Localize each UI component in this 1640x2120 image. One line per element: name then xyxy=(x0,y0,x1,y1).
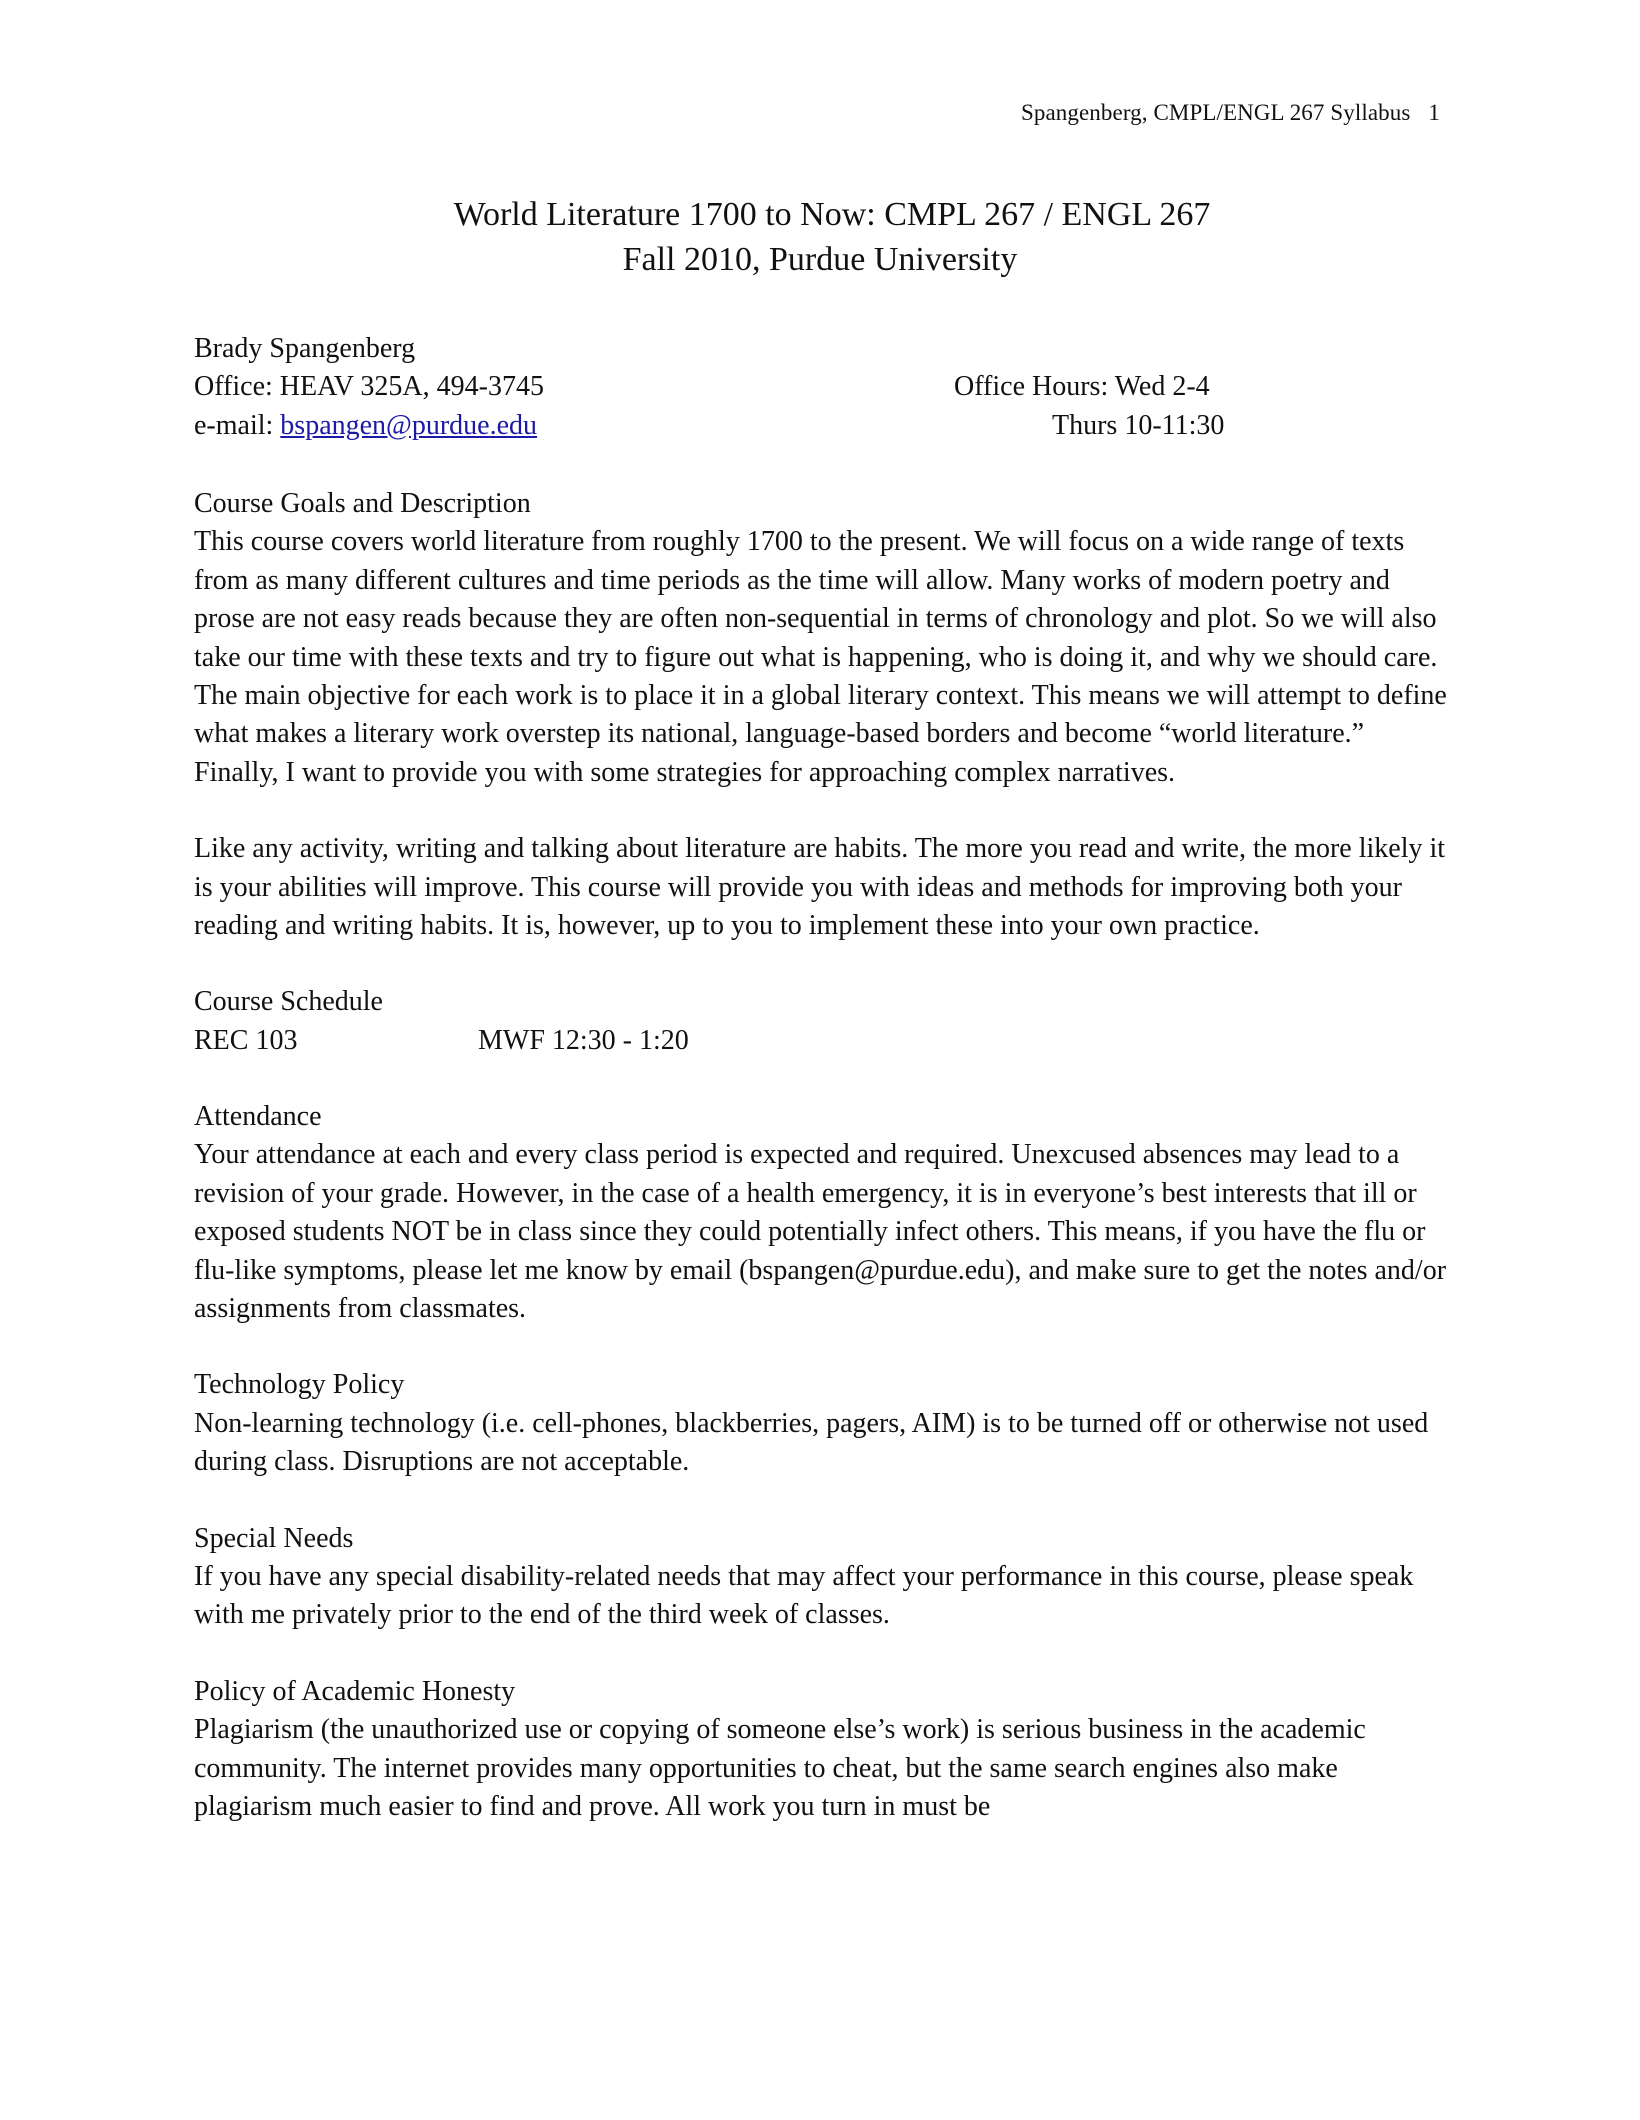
section-paragraph: This course covers world literature from roughly 1700 to the present. We will focus on a wide range of texts from as many different cultures and time periods as the time will allow. Many works of modern poetry and prose are not easy reads because they are often non-sequential in terms of chronology and plot. So we will also take our time with these texts and try to figure out what is happening, who is doing it, and why we should care. The main objective for each work is to place it in a global literary context. This means we will attempt to define what makes a literary work overstep its national, language-based borders and become “world literature.” Finally, I want to provide you with some strategies for approaching complex narratives. xyxy=(194,526,1447,788)
instructor-contact xyxy=(194,330,1454,447)
schedule-row xyxy=(194,1022,1454,1060)
instructor-name: Brady Spangenberg xyxy=(194,333,416,364)
section-paragraph: Plagiarism (the unauthorized use or copying of someone else’s work) is serious business in the academic community. The internet provides many opportunities to cheat, but the same search engines also make plagiarism much easier to find and prove. All work you turn in must be xyxy=(194,1714,1366,1822)
section-course-schedule xyxy=(194,983,1454,1059)
section-paragraph: Like any activity, writing and talking about literature are habits. The more you read and write, the more likely it is your abilities will improve. This course will provide you with ideas and methods for improving both your reading and writing habits. It is, however, up to you to implement these into your own practice. xyxy=(194,833,1446,942)
email-label: e-mail: xyxy=(194,410,281,441)
section-technology-policy xyxy=(194,1366,1454,1481)
schedule-time: MWF 12:30 - 1:20 xyxy=(478,1024,689,1056)
email-link[interactable]: bspangen@purdue.edu xyxy=(280,410,538,441)
section-heading: Technology Policy xyxy=(194,1369,405,1401)
running-head xyxy=(1021,100,1440,126)
section-heading: Attendance xyxy=(194,1100,322,1132)
schedule-room: REC 103 xyxy=(194,1024,298,1056)
section-paragraph: If you have any special disability-related needs that may affect your performance in this course, please speak with me privately prior to the end of the third week of classes. xyxy=(194,1560,1414,1631)
document-body xyxy=(194,330,1454,1826)
section-heading: Course Goals and Description xyxy=(194,488,531,519)
running-head-text: Spangenberg, CMPL/ENGL 267 Syllabus xyxy=(1021,100,1411,125)
office-hours-thurs: Thurs 10-11:30 xyxy=(1052,410,1225,441)
office-hours-wed: Office Hours: Wed 2-4 xyxy=(954,371,1210,402)
document-title xyxy=(0,192,1640,282)
section-heading: Policy of Academic Honesty xyxy=(194,1675,516,1707)
section-course-goals xyxy=(194,485,1454,945)
section-heading: Course Schedule xyxy=(194,986,383,1018)
section-special-needs xyxy=(194,1520,1454,1635)
instructor-email-line xyxy=(194,407,537,445)
instructor-office: Office: HEAV 325A, 494-3745 xyxy=(194,371,544,402)
section-academic-honesty xyxy=(194,1673,1454,1827)
section-paragraph: Your attendance at each and every class period is expected and required. Unexcused absences may lead to a revision of your grade. However, in the case of a health emergency, it is in everyone’s best interests that ill or exposed students NOT be in class since they could potentially infect others. This means, if you have the flu or flu-like symptoms, please let me know by email (bspangen@purdue.edu), and make sure to get the notes and/or assignments from classmates. xyxy=(194,1139,1447,1324)
title-line-1: World Literature 1700 to Now: CMPL 267 / ENGL 267 xyxy=(453,196,1211,233)
title-line-2: Fall 2010, Purdue University xyxy=(622,241,1018,278)
section-attendance xyxy=(194,1098,1454,1328)
section-paragraph: Non-learning technology (i.e. cell-phones, blackberries, pagers, AIM) is to be turned off or otherwise not used during class. Disruptions are not acceptable. xyxy=(194,1407,1429,1478)
section-heading: Special Needs xyxy=(194,1522,354,1554)
page-number: 1 xyxy=(1428,100,1440,125)
